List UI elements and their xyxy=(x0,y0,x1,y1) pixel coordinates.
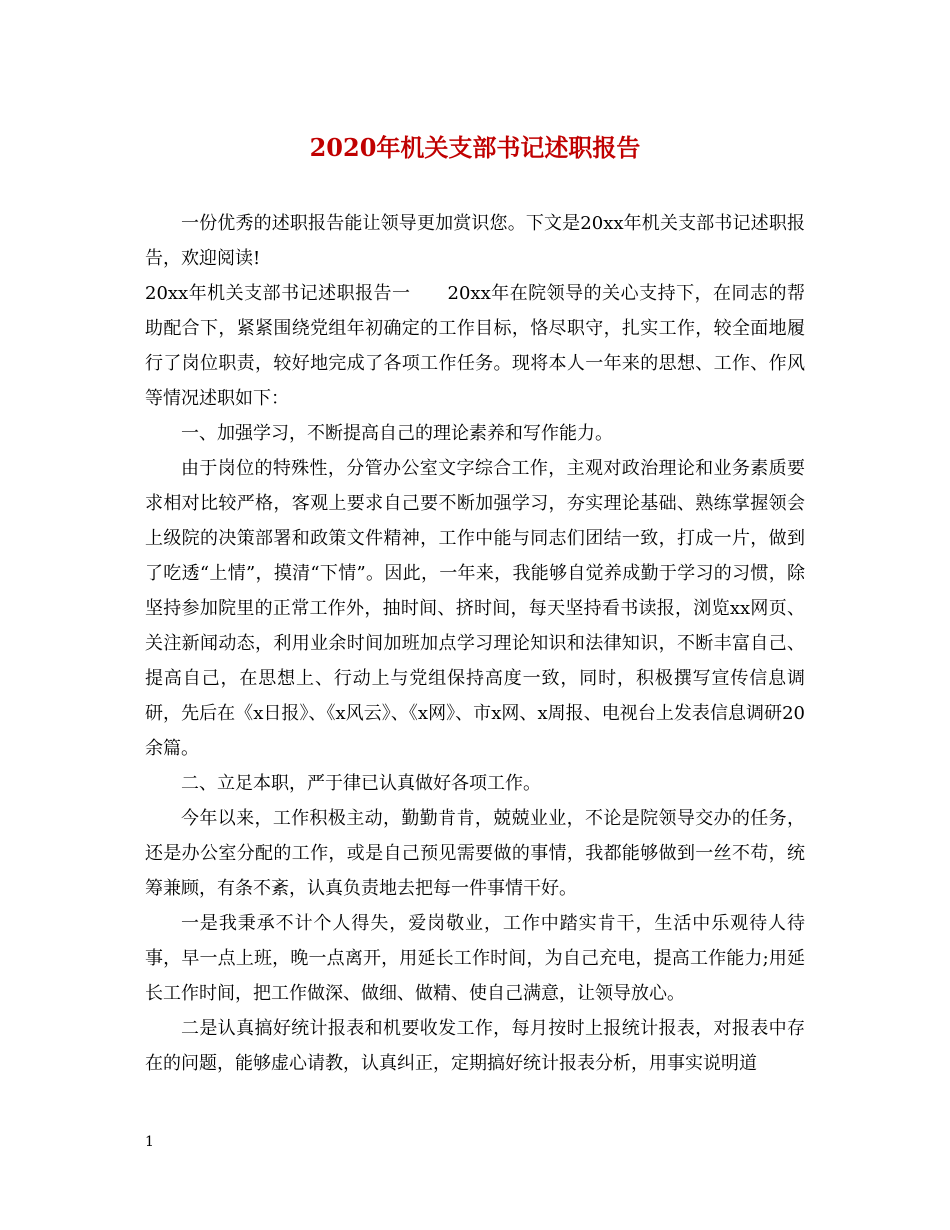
paragraph: 一是我秉承不计个人得失，爱岗敬业，工作中踏实肯干，生活中乐观待人待事，早一点上班，晚一点离开，用延长工作时间，为自己充电，提高工作能力;用延长工作时间，把工作做深、做细、做精、使自己满意，让领导放心。 xyxy=(145,913,805,1004)
section-heading: 一、加强学习，不断提高自己的理论素养和写作能力。 xyxy=(181,423,613,444)
document-title: 2020年机关支部书记述职报告 xyxy=(309,133,641,162)
paragraph: 今年以来，工作积极主动，勤勤肯肯，兢兢业业，不论是院领导交办的任务，还是办公室分配的工作，或是自己预见需要做的事情，我都能够做到一丝不苟，统筹兼顾，有条不紊，认真负责地去把每一件事情干好。 xyxy=(145,808,805,899)
document-body xyxy=(145,206,805,1081)
paragraph: 由于岗位的特殊性，分管办公室文字综合工作，主观对政治理论和业务素质要求相对比较严格，客观上要求自己要不断加强学习，夯实理论基础、熟练掌握领会上级院的决策部署和政策文件精神，工作中能与同志们团结一致，打成一片，做到了吃透“上情”，摸清“下情”。因此，一年来，我能够自觉养成勤于学习的习惯，除坚持参加院里的正常工作外，抽时间、挤时间，每天坚持看书读报，浏览xx网页、关注新闻动态，利用业余时间加班加点学习理论知识和法律知识，不断丰富自己、提高自己，在思想上、行动上与党组保持高度一致，同时，积极撰写宣传信息调研，先后在《x日报》、《x风云》、《x网》、市x网、x周报、电视台上发表信息调研20余篇。 xyxy=(145,458,805,759)
paragraph: 20xx年机关支部书记述职报告一 20xx年在院领导的关心支持下，在同志的帮助配合下，紧紧围绕党组年初确定的工作目标，恪尽职守，扎实工作，较全面地履行了岗位职责，较好地完成了各项工作任务。现将本人一年来的思想、工作、作风等情况述职如下： xyxy=(145,283,805,409)
page-number: 1 xyxy=(145,1134,154,1150)
paragraph: 二是认真搞好统计报表和机要收发工作，每月按时上报统计报表，对报表中存在的问题，能够虚心请教，认真纠正，定期搞好统计报表分析，用事实说明道 xyxy=(145,1018,805,1074)
paragraph: 一份优秀的述职报告能让领导更加赏识您。下文是20xx年机关支部书记述职报告，欢迎阅读! xyxy=(145,213,805,269)
section-heading: 二、立足本职，严于律已认真做好各项工作。 xyxy=(181,773,541,794)
